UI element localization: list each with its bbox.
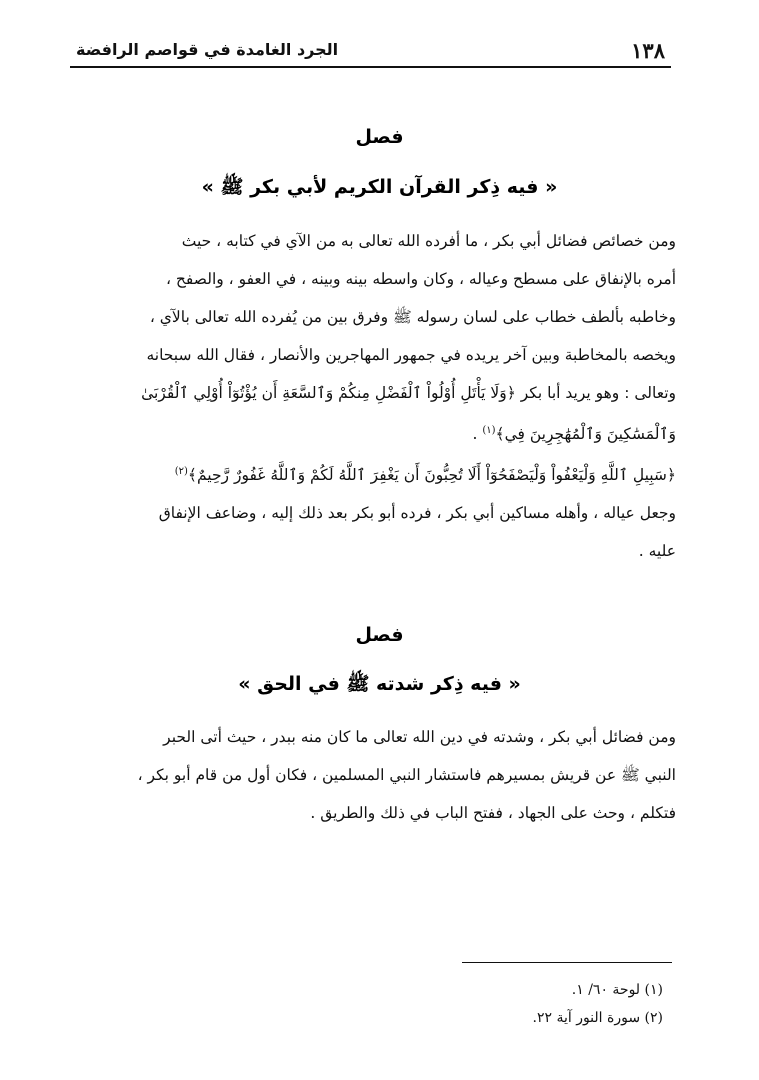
footnote-2: (٢) سورة النور آية ٢٢. xyxy=(532,1010,663,1026)
page-header xyxy=(70,36,671,68)
section-2-subtitle: « فيه ذِكر شدته ﷺ في الحق » xyxy=(238,673,521,695)
section-1-subtitle: « فيه ذِكر القرآن الكريم لأبي بكر ﷺ » xyxy=(201,176,558,198)
quran-verse-line: وتعالى : وهو يريد أبا بكر ﴿وَلَا يَأْتَلِ أُوْلُواْ ٱلْفَضْلِ مِنكُمْ وَٱلسَّعَةِ أَن يُؤْتُوٓاْ أُوْلِي ٱلْقُرْبَىٰ xyxy=(141,384,676,402)
text-line: فتكلم ، وحث على الجهاد ، ففتح الباب في ذلك والطريق . xyxy=(310,804,676,822)
footnote-marker-2: (٢) xyxy=(174,466,188,478)
footnote-1: (١) لوحة ٦٠/ ١. xyxy=(571,982,663,998)
period: . xyxy=(472,425,478,444)
page-number: ١٣٨ xyxy=(631,38,665,63)
section-2-body xyxy=(70,718,676,832)
section-1-body xyxy=(70,222,676,570)
quran-verse-text-2: ﴿سَبِيلِ ٱللَّهِ وَلْيَعْفُواْ وَلْيَصْفَحُوٓاْ أَلَا تُحِبُّونَ أَن يَغْفِرَ ٱللَّهُ لَكُمْ وَٱللَّهُ غَفُورٌ رَّحِيمٌ﴾ xyxy=(187,466,676,485)
section-2-title: فصل xyxy=(355,624,404,646)
footnote-divider xyxy=(462,962,672,963)
section-1-title: فصل xyxy=(355,126,404,148)
text-line: أمره بالإنفاق على مسطح وعياله ، وكان واسطه بينه وبينه ، في العفو ، والصفح ، xyxy=(166,270,676,288)
quran-verse-line-end xyxy=(70,412,676,453)
quran-verse-line-2 xyxy=(70,453,676,494)
running-title: الجرد الغامدة في قواصم الرافضة xyxy=(76,40,339,59)
text-line: عليه . xyxy=(638,542,676,561)
text-line: وجعل عياله ، وأهله مساكين أبي بكر ، فرده أبو بكر بعد ذلك إليه ، وضاعف الإنفاق xyxy=(158,504,676,523)
footnote-marker-1: (١) xyxy=(482,425,496,436)
quran-verse-text: وَٱلْمَسَٰكِينَ وَٱلْمُهَٰجِرِينَ فِي﴾ xyxy=(495,425,676,444)
text-line: وخاطبه بألطف خطاب على لسان رسوله ﷺ وفرق بين من يُفرده الله تعالى بالآي ، xyxy=(149,308,676,326)
text-line: ومن فضائل أبي بكر ، وشدته في دين الله تعالى ما كان منه ببدر ، حيث أتى الحبر xyxy=(163,728,676,746)
text-line: النبي ﷺ عن قريش بمسيرهم فاستشار النبي المسلمين ، فكان أول من قام أبو بكر ، xyxy=(137,766,676,784)
text-line: ومن خصائص فضائل أبي بكر ، ما أفرده الله تعالى به من الآي في كتابه ، حيث xyxy=(181,232,676,250)
text-line: ويخصه بالمخاطبة وبين آخر يريده في جمهور المهاجرين والأنصار ، فقال الله سبحانه xyxy=(146,346,676,364)
